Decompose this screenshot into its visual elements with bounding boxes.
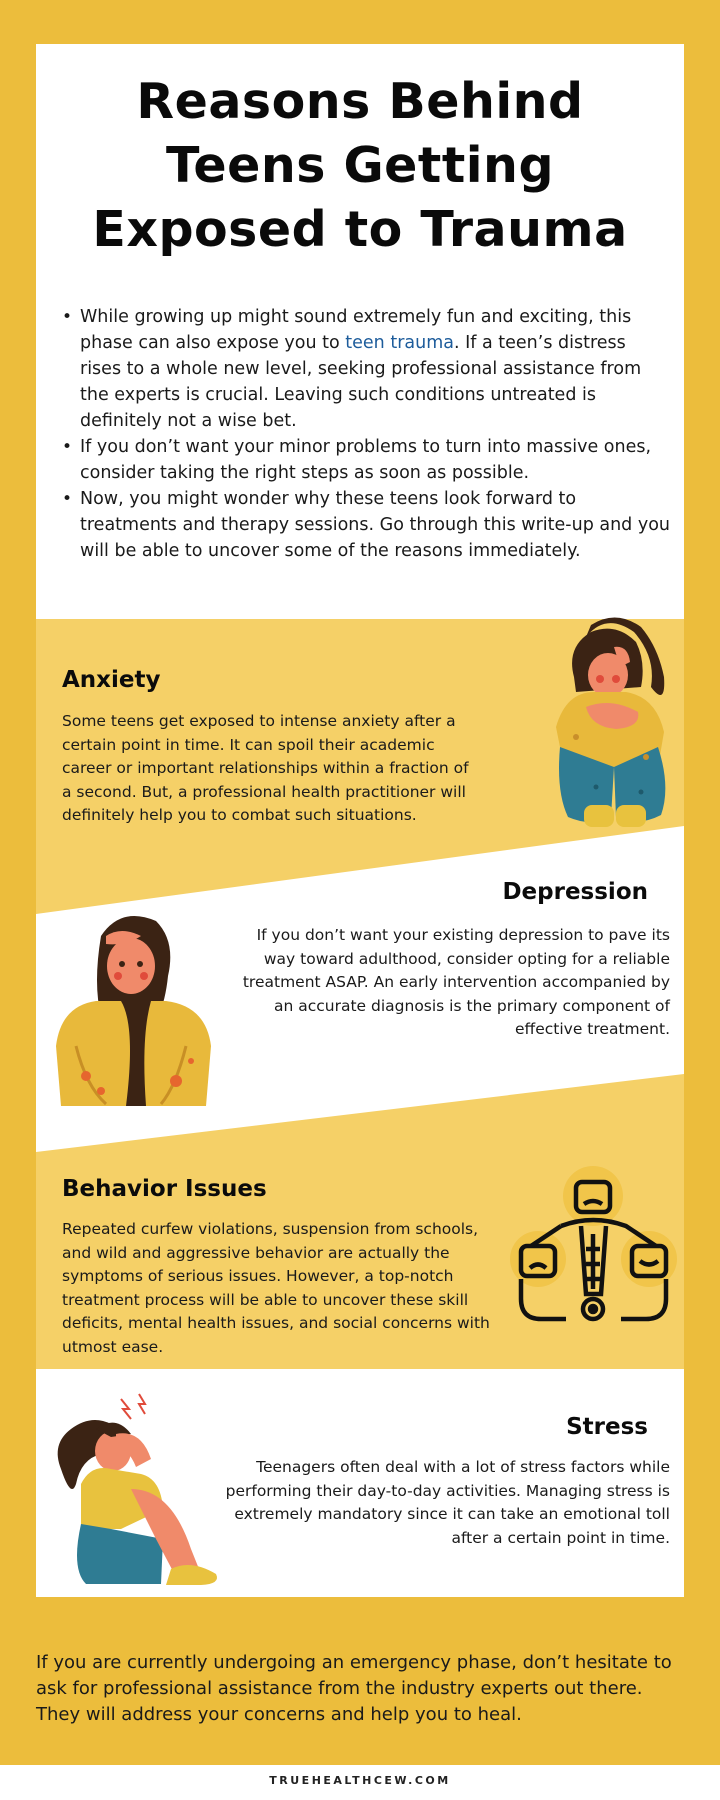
intro-item: • Now, you might wonder why these teens look forward to treatments and therapy sessions. Go through this write-up and you will be able to uncover some of the reasons immediately. (80, 486, 670, 564)
anxiety-girl-illustration (546, 617, 676, 832)
bullet-icon: • (62, 489, 73, 509)
stress-title: Stress (566, 1414, 648, 1440)
stress-text: Teenagers often deal with a lot of stress factors while performing their day-to-day activities. Managing stress is extremely mandatory since it can take an emotional toll after a certain point in time. (225, 1458, 670, 1547)
anxiety-text: Some teens get exposed to intense anxiety after a certain point in time. It can spoil their academic career or important relationships within a fraction of a second. But, a professional health practitioner will definitely help you to combat such situations. (62, 712, 469, 824)
anxiety-title: Anxiety (62, 667, 161, 693)
title-line-3: Exposed to Trauma (92, 201, 628, 258)
intro-item: • While growing up might sound extremely fun and exciting, this phase can also expose you to teen trauma. If a teen’s distress rises to a whole new level, seeking professional assistance from the experts is crucial. Leaving such conditions untreated is definitely not a wise bet. (80, 304, 670, 434)
brand-url[interactable]: TRUEHEALTHCEW.COM (269, 1774, 451, 1787)
behavior-group-icon (506, 1164, 681, 1339)
behavior-title: Behavior Issues (62, 1176, 267, 1202)
depression-text: If you don’t want your existing depression to pave its way toward adulthood, consider opting for a reliable treatment ASAP. An early intervention accompanied by an accurate diagnosis is the primary component of effective treatment. (242, 926, 670, 1038)
title-line-2: Teens Getting (165, 137, 555, 194)
content-card (36, 44, 684, 1597)
stress-girl-illustration (51, 1389, 231, 1589)
depression-title: Depression (502, 879, 648, 905)
depression-girl-illustration (46, 906, 221, 1106)
bullet-icon: • (62, 307, 73, 327)
teen-trauma-link[interactable]: teen trauma (345, 333, 454, 353)
bullet-icon: • (62, 437, 73, 457)
title-line-1: Reasons Behind (136, 73, 584, 130)
behavior-text: Repeated curfew violations, suspension from schools, and wild and aggressive behavior are actually the symptoms of serious issues. However, a top-notch treatment process will be able to uncover these skill deficits, mental health issues, and social concerns with utmost ease. (62, 1220, 490, 1356)
footer-text: If you are currently undergoing an emergency phase, don’t hesitate to ask for professional assistance from the industry experts out there. They will address your concerns and help you to heal. (36, 1652, 672, 1725)
intro-item: • If you don’t want your minor problems to turn into massive ones, consider taking the right steps as soon as possible. (80, 434, 670, 486)
